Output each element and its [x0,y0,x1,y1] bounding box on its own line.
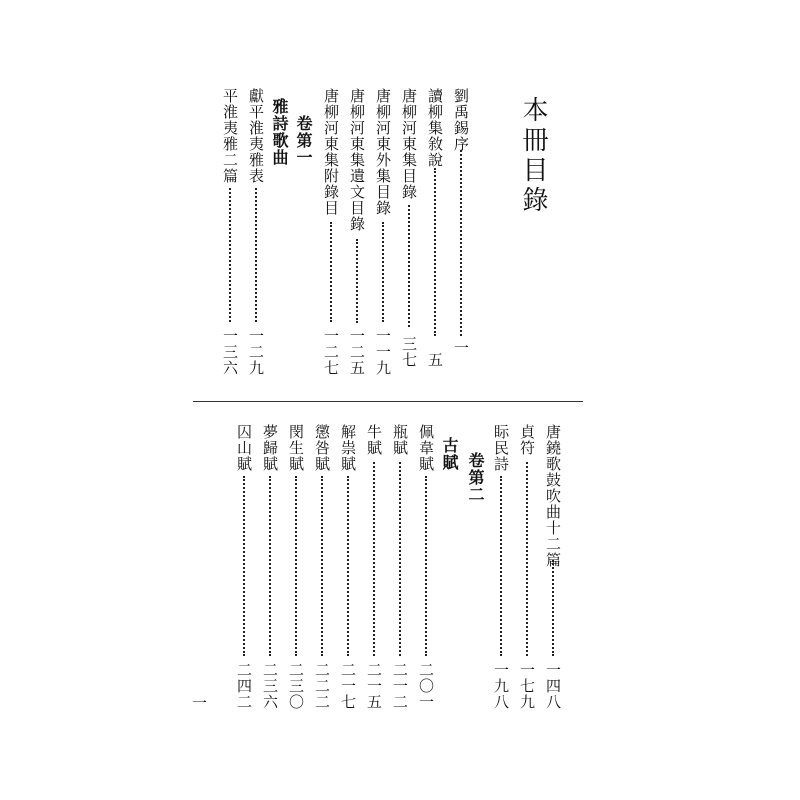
section-title: 本冊目錄 [518,96,548,216]
toc-entry-title[interactable]: 唐柳河東集遺文目錄 [348,88,366,232]
leader-dots [269,476,273,656]
toc-entry-page: 一三六 [221,328,239,376]
toc-entry-page: 二三〇 [287,662,305,710]
toc-entry-title[interactable]: 平淮夷雅二篇 [221,88,239,184]
toc-entry-title[interactable]: 閔生賦 [287,424,305,472]
leader-dots [382,222,386,322]
toc-entry-title[interactable]: 夢歸賦 [261,424,279,472]
leader-dots [330,222,334,322]
toc-entry-page: 一二七 [322,328,340,376]
leader-dots [526,462,530,656]
leader-dots [243,476,247,656]
toc-entry-title[interactable]: 劉禹錫序 [452,88,470,152]
toc-entry-page: 一一九 [374,328,392,376]
toc-entry-page: 二三六 [261,662,279,710]
toc-entry-title[interactable]: 讀柳集敘說 [426,88,444,168]
toc-entry-title[interactable]: 佩韋賦 [417,424,435,472]
leader-dots [552,560,556,656]
volume-heading: 卷第一 [294,115,313,166]
toc-entry-page: 二一二 [391,662,409,710]
toc-entry-title[interactable]: 貞符 [518,424,536,456]
leader-dots [408,205,412,327]
toc-entry-page: 二四二 [235,662,253,710]
toc-entry-title[interactable]: 唐柳河東集目錄 [400,88,418,200]
category-heading: 古賦 [440,437,459,471]
toc-entry-title[interactable]: 唐柳河東集附錄目 [322,88,340,216]
leader-dots [500,476,504,656]
toc-entry-page: 二二二 [313,662,331,710]
leader-dots [321,476,325,656]
toc-entry-page: 二一七 [339,662,357,710]
toc-entry-page: 一 [452,340,470,356]
leader-dots [425,476,429,656]
toc-entry-title[interactable]: 牛賦 [365,424,383,456]
category-heading: 雅詩歌曲 [270,98,289,166]
leader-dots [399,462,403,656]
leader-dots [356,239,360,323]
toc-entry-title[interactable]: 眎民詩 [492,424,510,472]
toc-entry-title[interactable]: 獻平淮夷雅表 [247,88,265,184]
toc-entry-page: 二〇一 [417,662,435,710]
toc-entry-title[interactable]: 囚山賦 [235,424,253,472]
toc-entry-title[interactable]: 唐鐃歌鼓吹曲十二篇 [544,424,562,568]
toc-entry-page: 五 [426,352,444,368]
leader-dots [347,476,351,656]
toc-entry-page: 一四八 [544,662,562,710]
leader-dots [373,462,377,656]
section-divider [193,401,583,402]
toc-entry-page: 一二九 [247,328,265,376]
toc-entry-title[interactable]: 瓶賦 [391,424,409,456]
toc-entry-page: 一九八 [492,662,510,710]
leader-dots [255,188,259,322]
toc-entry-title[interactable]: 懲咎賦 [313,424,331,472]
leader-dots [434,168,438,336]
page-number: 一 [192,694,208,712]
toc-entry-page: 一七九 [518,662,536,710]
leader-dots [295,476,299,656]
toc-entry-page: 一二五 [348,328,366,376]
leader-dots [460,150,464,336]
toc-entry-page: 二一五 [365,662,383,710]
toc-entry-title[interactable]: 唐柳河東外集目錄 [374,88,392,216]
volume-heading: 卷第二 [466,452,485,503]
toc-entry-title[interactable]: 解祟賦 [339,424,357,472]
leader-dots [229,188,233,322]
toc-entry-page: 三七 [400,336,418,368]
